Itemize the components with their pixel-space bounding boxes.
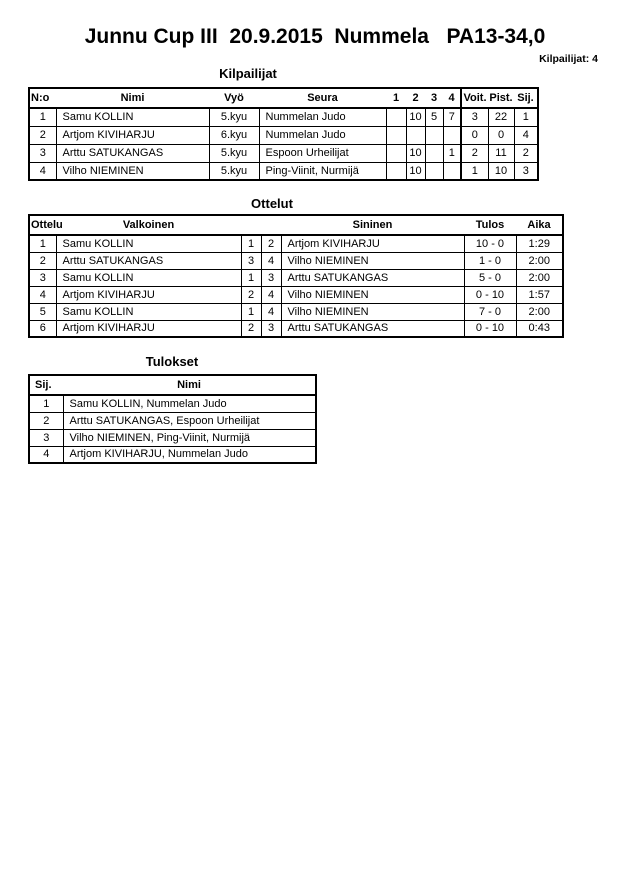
cell-blue-no: 4 bbox=[261, 303, 281, 320]
cell-white-no: 3 bbox=[241, 252, 261, 269]
cell-result: 5 - 0 bbox=[464, 269, 516, 286]
cell-white-name: Samu KOLLIN bbox=[56, 235, 241, 252]
competitor-count: Kilpailijat: 4 bbox=[539, 53, 598, 65]
section-heading-kilpailijat: Kilpailijat bbox=[219, 66, 277, 81]
cell-blue-no: 3 bbox=[261, 320, 281, 337]
cell-vyo: 5.kyu bbox=[209, 144, 259, 162]
col-header-1: 1 bbox=[386, 88, 406, 108]
cell-score-3 bbox=[425, 126, 443, 144]
tulokset-table bbox=[28, 374, 317, 464]
cell-pist: 22 bbox=[488, 108, 514, 126]
col-header-tulos: Tulos bbox=[464, 215, 516, 235]
cell-score-2: 10 bbox=[406, 162, 425, 180]
cell-vyo: 5.kyu bbox=[209, 162, 259, 180]
ottelut-table bbox=[28, 214, 564, 338]
cell-result: 0 - 10 bbox=[464, 286, 516, 303]
cell-white-name: Artjom KIVIHARJU bbox=[56, 320, 241, 337]
cell-time: 2:00 bbox=[516, 303, 563, 320]
table-row bbox=[29, 412, 316, 429]
cell-nimi: Arttu SATUKANGAS bbox=[56, 144, 209, 162]
cell-score-4 bbox=[443, 162, 461, 180]
table-row bbox=[29, 395, 316, 412]
cell-score-1 bbox=[386, 162, 406, 180]
cell-name-club: Arttu SATUKANGAS, Espoon Urheilijat bbox=[63, 412, 316, 429]
cell-sij: 1 bbox=[514, 108, 538, 126]
cell-blue-name: Artjom KIVIHARJU bbox=[281, 235, 464, 252]
table-row bbox=[29, 144, 538, 162]
cell-vyo: 6.kyu bbox=[209, 126, 259, 144]
cell-white-no: 2 bbox=[241, 320, 261, 337]
table-row bbox=[29, 429, 316, 446]
cell-result: 7 - 0 bbox=[464, 303, 516, 320]
table-header-row bbox=[29, 375, 316, 395]
col-header-voit: Voit. bbox=[461, 88, 488, 108]
cell-sij: 3 bbox=[514, 162, 538, 180]
cell-nimi: Samu KOLLIN bbox=[56, 108, 209, 126]
table-row bbox=[29, 252, 563, 269]
cell-score-4: 7 bbox=[443, 108, 461, 126]
cell-score-4: 1 bbox=[443, 144, 461, 162]
col-header-3: 3 bbox=[425, 88, 443, 108]
cell-rank: 4 bbox=[29, 446, 63, 463]
table-row bbox=[29, 108, 538, 126]
cell-no: 2 bbox=[29, 126, 56, 144]
col-header-nimi: Nimi bbox=[56, 88, 209, 108]
cell-voit: 0 bbox=[461, 126, 488, 144]
cell-blue-name: Arttu SATUKANGAS bbox=[281, 320, 464, 337]
col-header-nimi: Nimi bbox=[63, 375, 316, 395]
cell-white-no: 1 bbox=[241, 269, 261, 286]
col-header-valkoinen: Valkoinen bbox=[56, 215, 241, 235]
cell-voit: 3 bbox=[461, 108, 488, 126]
table-row bbox=[29, 162, 538, 180]
cell-nimi: Artjom KIVIHARJU bbox=[56, 126, 209, 144]
table-row bbox=[29, 269, 563, 286]
cell-white-name: Samu KOLLIN bbox=[56, 269, 241, 286]
cell-match-no: 5 bbox=[29, 303, 56, 320]
cell-no: 1 bbox=[29, 108, 56, 126]
cell-score-3 bbox=[425, 162, 443, 180]
cell-white-no: 1 bbox=[241, 303, 261, 320]
col-header-white-no bbox=[241, 215, 261, 235]
cell-score-2: 10 bbox=[406, 144, 425, 162]
col-header-vyo: Vyö bbox=[209, 88, 259, 108]
cell-seura: Nummelan Judo bbox=[259, 108, 386, 126]
cell-voit: 1 bbox=[461, 162, 488, 180]
table-header-row bbox=[29, 88, 538, 108]
cell-name-club: Samu KOLLIN, Nummelan Judo bbox=[63, 395, 316, 412]
section-heading-ottelut: Ottelut bbox=[251, 196, 293, 211]
cell-white-name: Samu KOLLIN bbox=[56, 303, 241, 320]
cell-nimi: Vilho NIEMINEN bbox=[56, 162, 209, 180]
cell-white-no: 1 bbox=[241, 235, 261, 252]
cell-score-3: 5 bbox=[425, 108, 443, 126]
cell-time: 2:00 bbox=[516, 252, 563, 269]
col-header-aika: Aika bbox=[516, 215, 563, 235]
col-header-sininen: Sininen bbox=[281, 215, 464, 235]
cell-seura: Ping-Viinit, Nurmijä bbox=[259, 162, 386, 180]
cell-blue-no: 2 bbox=[261, 235, 281, 252]
cell-rank: 3 bbox=[29, 429, 63, 446]
cell-score-2 bbox=[406, 126, 425, 144]
cell-result: 10 - 0 bbox=[464, 235, 516, 252]
cell-pist: 0 bbox=[488, 126, 514, 144]
cell-white-name: Artjom KIVIHARJU bbox=[56, 286, 241, 303]
cell-vyo: 5.kyu bbox=[209, 108, 259, 126]
cell-blue-name: Vilho NIEMINEN bbox=[281, 286, 464, 303]
cell-time: 2:00 bbox=[516, 269, 563, 286]
cell-sij: 4 bbox=[514, 126, 538, 144]
cell-match-no: 4 bbox=[29, 286, 56, 303]
cell-time: 1:29 bbox=[516, 235, 563, 252]
cell-match-no: 1 bbox=[29, 235, 56, 252]
cell-blue-no: 3 bbox=[261, 269, 281, 286]
cell-score-3 bbox=[425, 144, 443, 162]
col-header-sij: Sij. bbox=[29, 375, 63, 395]
table-header-row bbox=[29, 215, 563, 235]
col-header-2: 2 bbox=[406, 88, 425, 108]
cell-match-no: 3 bbox=[29, 269, 56, 286]
cell-blue-no: 4 bbox=[261, 286, 281, 303]
cell-sij: 2 bbox=[514, 144, 538, 162]
cell-name-club: Vilho NIEMINEN, Ping-Viinit, Nurmijä bbox=[63, 429, 316, 446]
cell-score-4 bbox=[443, 126, 461, 144]
cell-result: 0 - 10 bbox=[464, 320, 516, 337]
cell-name-club: Artjom KIVIHARJU, Nummelan Judo bbox=[63, 446, 316, 463]
cell-blue-no: 4 bbox=[261, 252, 281, 269]
page-title: Junnu Cup III 20.9.2015 Nummela PA13-34,0 bbox=[84, 25, 546, 48]
table-row bbox=[29, 126, 538, 144]
cell-pist: 10 bbox=[488, 162, 514, 180]
table-row bbox=[29, 446, 316, 463]
cell-rank: 1 bbox=[29, 395, 63, 412]
cell-white-name: Arttu SATUKANGAS bbox=[56, 252, 241, 269]
kilpailijat-table bbox=[28, 87, 539, 181]
col-header-seura: Seura bbox=[259, 88, 386, 108]
cell-score-1 bbox=[386, 126, 406, 144]
cell-match-no: 6 bbox=[29, 320, 56, 337]
table-row bbox=[29, 235, 563, 252]
cell-seura: Espoon Urheilijat bbox=[259, 144, 386, 162]
cell-time: 1:57 bbox=[516, 286, 563, 303]
col-header-sij: Sij. bbox=[514, 88, 538, 108]
col-header-blue-no bbox=[261, 215, 281, 235]
col-header-ottelu: Ottelu bbox=[29, 215, 56, 235]
cell-rank: 2 bbox=[29, 412, 63, 429]
cell-blue-name: Arttu SATUKANGAS bbox=[281, 269, 464, 286]
cell-score-1 bbox=[386, 144, 406, 162]
table-row bbox=[29, 320, 563, 337]
col-header-4: 4 bbox=[443, 88, 461, 108]
cell-pist: 11 bbox=[488, 144, 514, 162]
cell-score-1 bbox=[386, 108, 406, 126]
cell-match-no: 2 bbox=[29, 252, 56, 269]
cell-voit: 2 bbox=[461, 144, 488, 162]
cell-result: 1 - 0 bbox=[464, 252, 516, 269]
cell-blue-name: Vilho NIEMINEN bbox=[281, 303, 464, 320]
cell-score-2: 10 bbox=[406, 108, 425, 126]
col-header-pist: Pist. bbox=[488, 88, 514, 108]
cell-seura: Nummelan Judo bbox=[259, 126, 386, 144]
cell-no: 3 bbox=[29, 144, 56, 162]
table-row bbox=[29, 303, 563, 320]
cell-white-no: 2 bbox=[241, 286, 261, 303]
table-row bbox=[29, 286, 563, 303]
cell-blue-name: Vilho NIEMINEN bbox=[281, 252, 464, 269]
section-heading-tulokset: Tulokset bbox=[145, 354, 199, 369]
cell-no: 4 bbox=[29, 162, 56, 180]
cell-time: 0:43 bbox=[516, 320, 563, 337]
col-header-no: N:o bbox=[29, 88, 56, 108]
